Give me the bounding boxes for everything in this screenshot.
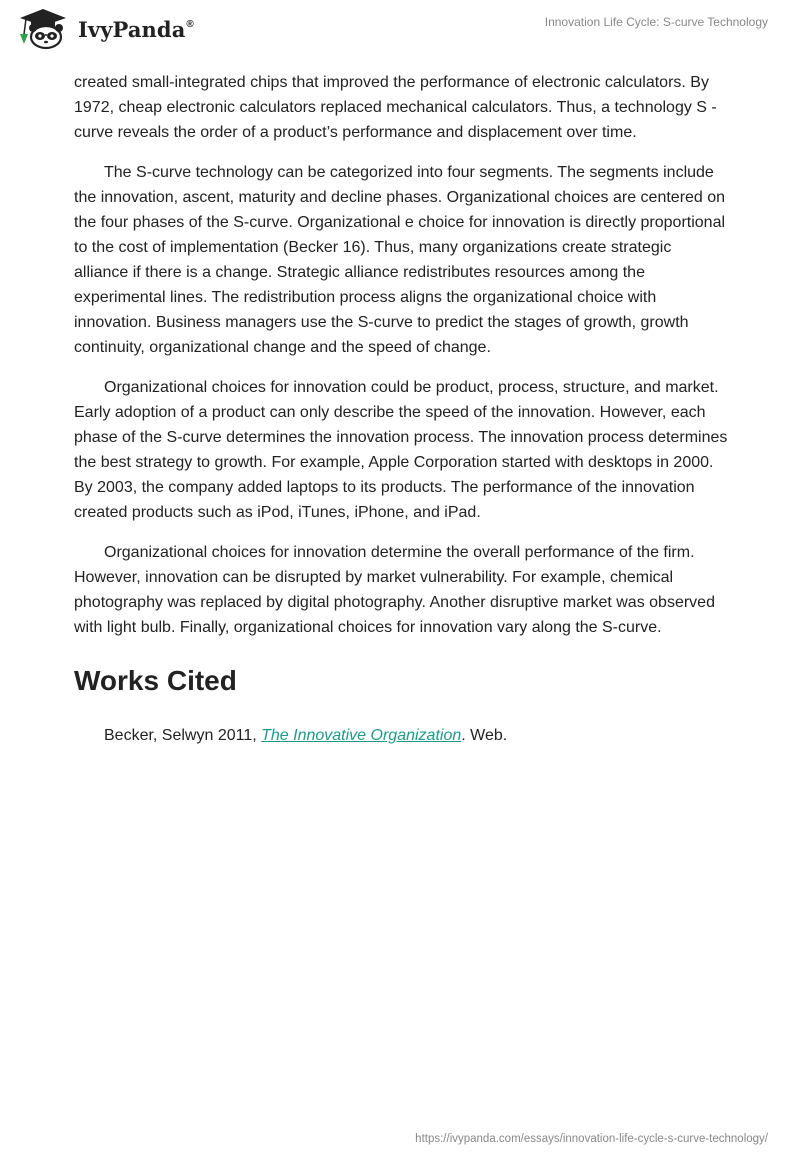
footer-url[interactable]: https://ivypanda.com/essays/innovation-life-cycle-s-curve-technology/ bbox=[415, 1133, 768, 1145]
citation-title-link[interactable]: The Innovative Organization bbox=[261, 727, 462, 744]
page-header bbox=[0, 0, 800, 66]
paragraph-4: Organizational choices for innovation determine the overall performance of the firm. However, innovation can be disrupted by market vulnerability. For example, chemical photography was replaced by digital photography. Another disruptive market was observed with light bulb. Finally, organizational choices for innovation vary along the S-curve. bbox=[74, 544, 715, 636]
citation-entry bbox=[104, 723, 728, 748]
citation-prefix: Becker, Selwyn 2011, bbox=[104, 727, 262, 744]
essay-body bbox=[74, 70, 728, 748]
citation-suffix: . Web. bbox=[461, 727, 508, 744]
paragraph-1: created small-integrated chips that improved the performance of electronic calculators. By 1972, cheap electronic calculators replaced mechanical calculators. Thus, a technology S -curve reveals the order of a product’s performance and displacement over time. bbox=[74, 74, 717, 141]
brand-logo[interactable] bbox=[14, 8, 194, 50]
paragraph-3: Organizational choices for innovation could be product, process, structure, and market. Early adoption of a product can only describe the speed of the innovation. However, each phase of the S-curve determines the innovation process. The innovation process determines the best strategy to growth. For example, Apple Corporation started with desktops in 2000. By 2003, the company added laptops to its products. The performance of the innovation created products such as iPod, iTunes, iPhone, and iPad. bbox=[74, 379, 728, 521]
works-cited-heading: Works Cited bbox=[74, 665, 237, 696]
panda-graduate-icon bbox=[14, 8, 72, 50]
brand-name: IvyPanda® bbox=[78, 16, 194, 42]
document-title: Innovation Life Cycle: S-curve Technology bbox=[544, 15, 768, 29]
registered-mark: ® bbox=[186, 18, 194, 30]
paragraph-2: The S-curve technology can be categorized into four segments. The segments include the innovation, ascent, maturity and decline phases. Organizational choices are centered on the four phases of the S-curve. Organizational e choice for innovation is directly proportional to the cost of implementation (Becker 16). Thus, many organizations create strategic alliance if there is a change. Strategic alliance redistributes resources among the experimental lines. The redistribution process aligns the organizational choice with innovation. Business managers use the S-curve to predict the stages of growth, growth continuity, organizational change and the speed of change. bbox=[74, 164, 726, 356]
